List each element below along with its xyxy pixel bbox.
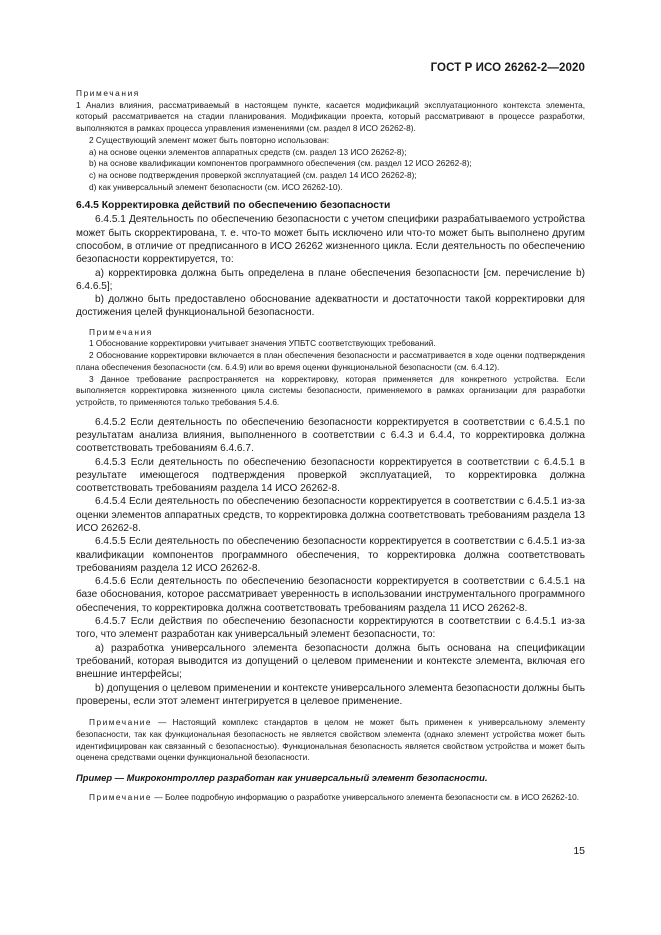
note-item: 1 Обоснование корректировки учитывает значения УПБТС соответствующих требований. (89, 338, 436, 349)
clause-paragraph: 6.4.5.2 Если деятельность по обеспечению безопасности корректируется в соответствии с 6.4.5.1 по результатам анализа влияния, выполненного в соответствии с 6.4.3 и 6.4.4, то корректировка должна соответствовать требованиям 6.4.6.7. (76, 416, 585, 455)
clauses-body (76, 416, 585, 709)
clause-paragraph: 6.4.5.4 Если деятельность по обеспечению безопасности корректируется в соответствии с 6.4.5.1 из-за оценки элементов аппаратных средств, то корректировка должна соответствовать требованиям раздела 13 ИСО 26262-8. (76, 496, 585, 534)
page-number: 15 (573, 845, 585, 857)
note-dash: — (152, 791, 165, 802)
note-item: 3 Данное требование распространяется на корректировку, которая применяется для конкретного устройства. Если выполняется корректировка жизненного цикла системы безопасности, применяемого в рамках организации для разработки устройств, то применяются только требования 5.4.6. (76, 373, 585, 407)
clause-paragraph: 6.4.5.3 Если деятельность по обеспечению безопасности корректируется в соответствии с 6.4.5.1 в результате имеющегося подтверждения проверкой эксплуатацией, то корректировка должна соответствовать требованиям раздела 14 ИСО 26262-8. (76, 456, 585, 495)
clause-paragraph: 6.4.5.6 Если деятельность по обеспечению безопасности корректируется в соответствии с 6.4.5.1 на базе обоснования, которое рассматривает уверенность в использовании инструментального программного обеспечения, то корректировка должна соответствовать требованиям раздела 11 ИСО 26262-8. (76, 576, 585, 614)
section-title: 6.4.5 Корректировка действий по обеспечению безопасности (76, 200, 391, 212)
notes-heading: Примечания (89, 326, 153, 337)
note-text: Более подробную информацию о разработке универсального элемента безопасности см. в ИСО 26262-10. (164, 791, 580, 802)
notes-heading: Примечания (76, 88, 140, 98)
note-block-3 (76, 717, 585, 764)
document-code: ГОСТ Р ИСО 26262-2—2020 (430, 62, 585, 74)
note-item: 2 Существующий элемент может быть повторно использован: (89, 134, 330, 145)
clause-paragraph: 6.4.5.5 Если деятельность по обеспечению безопасности корректируется в соответствии с 6.4.5.1 из-за квалификации компонентов программного обеспечения, то корректировка должна соответствовать требованиям раздела 12 ИСО 26262-8. (76, 536, 585, 574)
note-label: Примечание (89, 791, 153, 802)
note-item: b) на основе квалификации компонентов программного обеспечения (см. раздел 12 ИСО 26262-8); (89, 158, 472, 169)
section-body (76, 213, 585, 319)
list-item: b) должно быть предоставлено обоснование адекватности и достаточности такой корректировки для достижения целей функциональной безопасности. (76, 294, 585, 319)
example-text: Пример — Микроконтроллер разработан как универсальный элемент безопасности. (76, 771, 488, 783)
note-block-4 (76, 792, 585, 804)
notes-block-1 (76, 88, 585, 193)
list-item: a) разработка универсального элемента безопасности должна быть основана на спецификации требований, которая выводится из допущений о целевом применении и контексте элемента, включая его внешние интерфейсы; (76, 642, 585, 681)
note-item: 1 Анализ влияния, рассматриваемый в настоящем пункте, касается модификаций эксплуатационного контекста элемента, который рассматривается на стадии планирования. Модификации проекта, который рассматривают в процессе разработки, выполняются в рамках процесса управления изменениями (см. раздел 8 ИСО 26262-8). (76, 99, 585, 134)
note-item: c) на основе подтверждения проверкой эксплуатацией (см. раздел 14 ИСО 26262-8); (89, 169, 417, 180)
page-content (76, 88, 585, 804)
note-item: a) на основе оценки элементов аппаратных средств (см. раздел 13 ИСО 26262-8); (89, 146, 407, 157)
list-item: a) корректировка должна быть определена в плане обеспечения безопасности [см. перечисление b) 6.4.6.5]; (76, 267, 585, 292)
note-item: d) как универсальный элемент безопасности (см. ИСО 26262-10). (89, 181, 343, 192)
note-label: Примечание (89, 717, 153, 728)
clause-paragraph: 6.4.5.1 Деятельность по обеспечению безопасности с учетом специфики разрабатываемого устройства может быть скорректирована, т. е. что-то может быть исключено или что-то может быть выполнено другим способом, в отличие от предписанного в ИСО 26262 жизненного цикла. Если деятельность по обеспечению безопасности корректируется, то: (76, 214, 585, 266)
note-dash: — (152, 717, 173, 728)
note-item: 2 Обоснование корректировки включается в план обеспечения безопасности и рассматривается в ходе оценки подтверждения плана обеспечения безопасности (см. 6.4.9) или во время оценки функциональной безопасности (см. 6.4.12). (76, 350, 585, 372)
clause-paragraph: 6.4.5.7 Если действия по обеспечению безопасности корректируются в соответствии с 6.4.5.1 из-за того, что элемент разработан как универсальный элемент безопасности, то: (76, 616, 585, 641)
notes-block-2 (76, 327, 585, 409)
note-text: Настоящий комплекс стандартов в целом не может быть применен к универсальному элементу безопасности, так как функциональная безопасность не является свойством элемента (однако элемент устройства может быть идентифицирован как связанный с безопасностью). Функциональная безопасность является свойством устройства и может быть оценена средствами оценки функциональной безопасности. (76, 717, 585, 763)
list-item: b) допущения о целевом применении и контексте универсального элемента безопасности должны быть проверены, если этот элемент интегрируется в целевое применение. (76, 682, 585, 707)
